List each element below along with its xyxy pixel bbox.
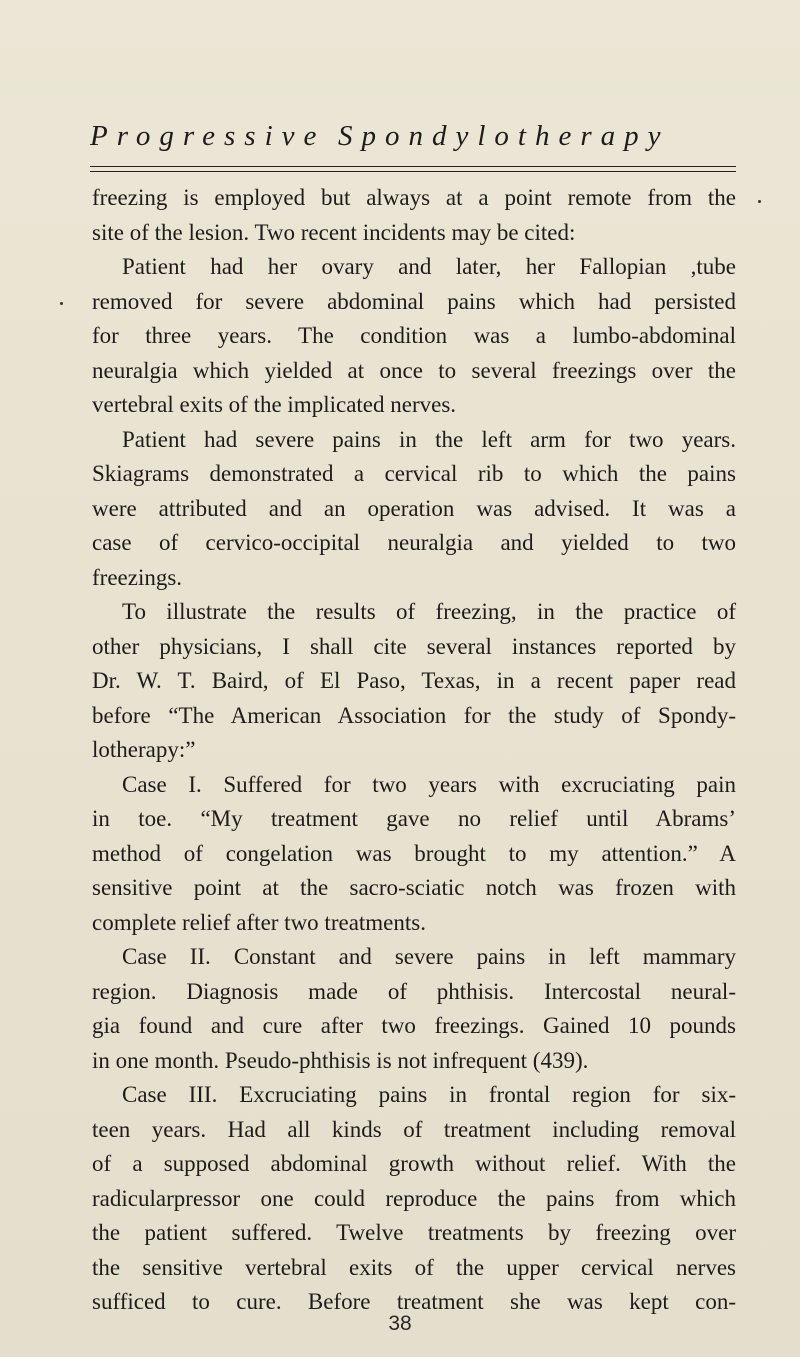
text-line-8: Patient had severe pains in the left arm for two years.	[122, 426, 736, 452]
text-line-17: lotherapy:”	[92, 737, 196, 762]
text-line-12: freezings.	[92, 564, 183, 590]
text-line-30: radicularpressor one could reproduce the pains from which	[92, 1185, 736, 1211]
text-line-7: vertebral exits of the implicated nerves.	[92, 392, 457, 417]
text-line-26: in one month. Pseudo-phthisis is not infrequent (439).	[92, 1047, 589, 1073]
page-number: 38	[388, 1312, 412, 1335]
text-line-13: To illustrate the results of freezing, in the practice of	[122, 599, 736, 624]
text-line-14: other physicians, I shall cite several instances reported by	[92, 633, 736, 659]
text-line-29: of a supposed abdominal growth without relief. With the	[92, 1151, 736, 1176]
margin-speck	[60, 302, 63, 305]
text-line-27: Case III. Excruciating pains in frontal region for six-	[122, 1082, 736, 1107]
text-line-6: neuralgia which yielded at once to several freezings over the	[92, 357, 736, 383]
text-line-28: teen years. Had all kinds of treatment including removal	[92, 1116, 736, 1142]
text-line-18: Case I. Suffered for two years with excruciating pain	[122, 771, 736, 797]
text-line-21: sensitive point at the sacro-sciatic notch was frozen with	[92, 875, 736, 900]
header-rule-top	[90, 166, 736, 167]
text-line-4: removed for severe abdominal pains which had persisted	[92, 288, 736, 314]
text-line-16: before “The American Association for the study of Spondy-	[92, 702, 736, 728]
header-rule-bottom	[90, 171, 736, 172]
text-line-25: gia found and cure after two freezings. Gained 10 pounds	[92, 1013, 736, 1038]
running-head-right: Spondylotherapy	[338, 120, 670, 152]
text-line-33: sufficed to cure. Before treatment she was kept con-	[92, 1289, 736, 1314]
text-line-15: Dr. W. T. Baird, of El Paso, Texas, in a recent paper read	[92, 668, 736, 693]
text-line-10: were attributed and an operation was advised. It was a	[92, 495, 736, 521]
text-line-31: the patient suffered. Twelve treatments by freezing over	[92, 1220, 736, 1245]
text-line-1: freezing is employed but always at a point remote from the	[92, 185, 736, 210]
text-line-5: for three years. The condition was a lumbo-abdominal	[92, 323, 736, 348]
margin-speck	[758, 200, 761, 203]
text-line-24: region. Diagnosis made of phthisis. Intercostal neural-	[92, 978, 736, 1004]
body-text	[92, 181, 736, 1320]
text-line-32: the sensitive vertebral exits of the upper cervical nerves	[92, 1254, 736, 1280]
text-line-2: site of the lesion. Two recent incidents may be cited:	[92, 219, 576, 245]
text-line-23: Case II. Constant and severe pains in left mammary	[122, 944, 736, 969]
text-line-3: Patient had her ovary and later, her Fallopian ,tube	[122, 254, 736, 279]
running-head	[90, 120, 740, 160]
running-head-left: Progressive	[90, 120, 326, 152]
text-line-19: in toe. “My treatment gave no relief until Abrams’	[92, 806, 736, 831]
text-line-20: method of congelation was brought to my attention.” A	[92, 840, 736, 866]
text-line-11: case of cervico-occipital neuralgia and yielded to two	[92, 530, 736, 555]
text-line-9: Skiagrams demonstrated a cervical rib to which the pains	[92, 461, 736, 486]
text-line-22: complete relief after two treatments.	[92, 909, 426, 935]
